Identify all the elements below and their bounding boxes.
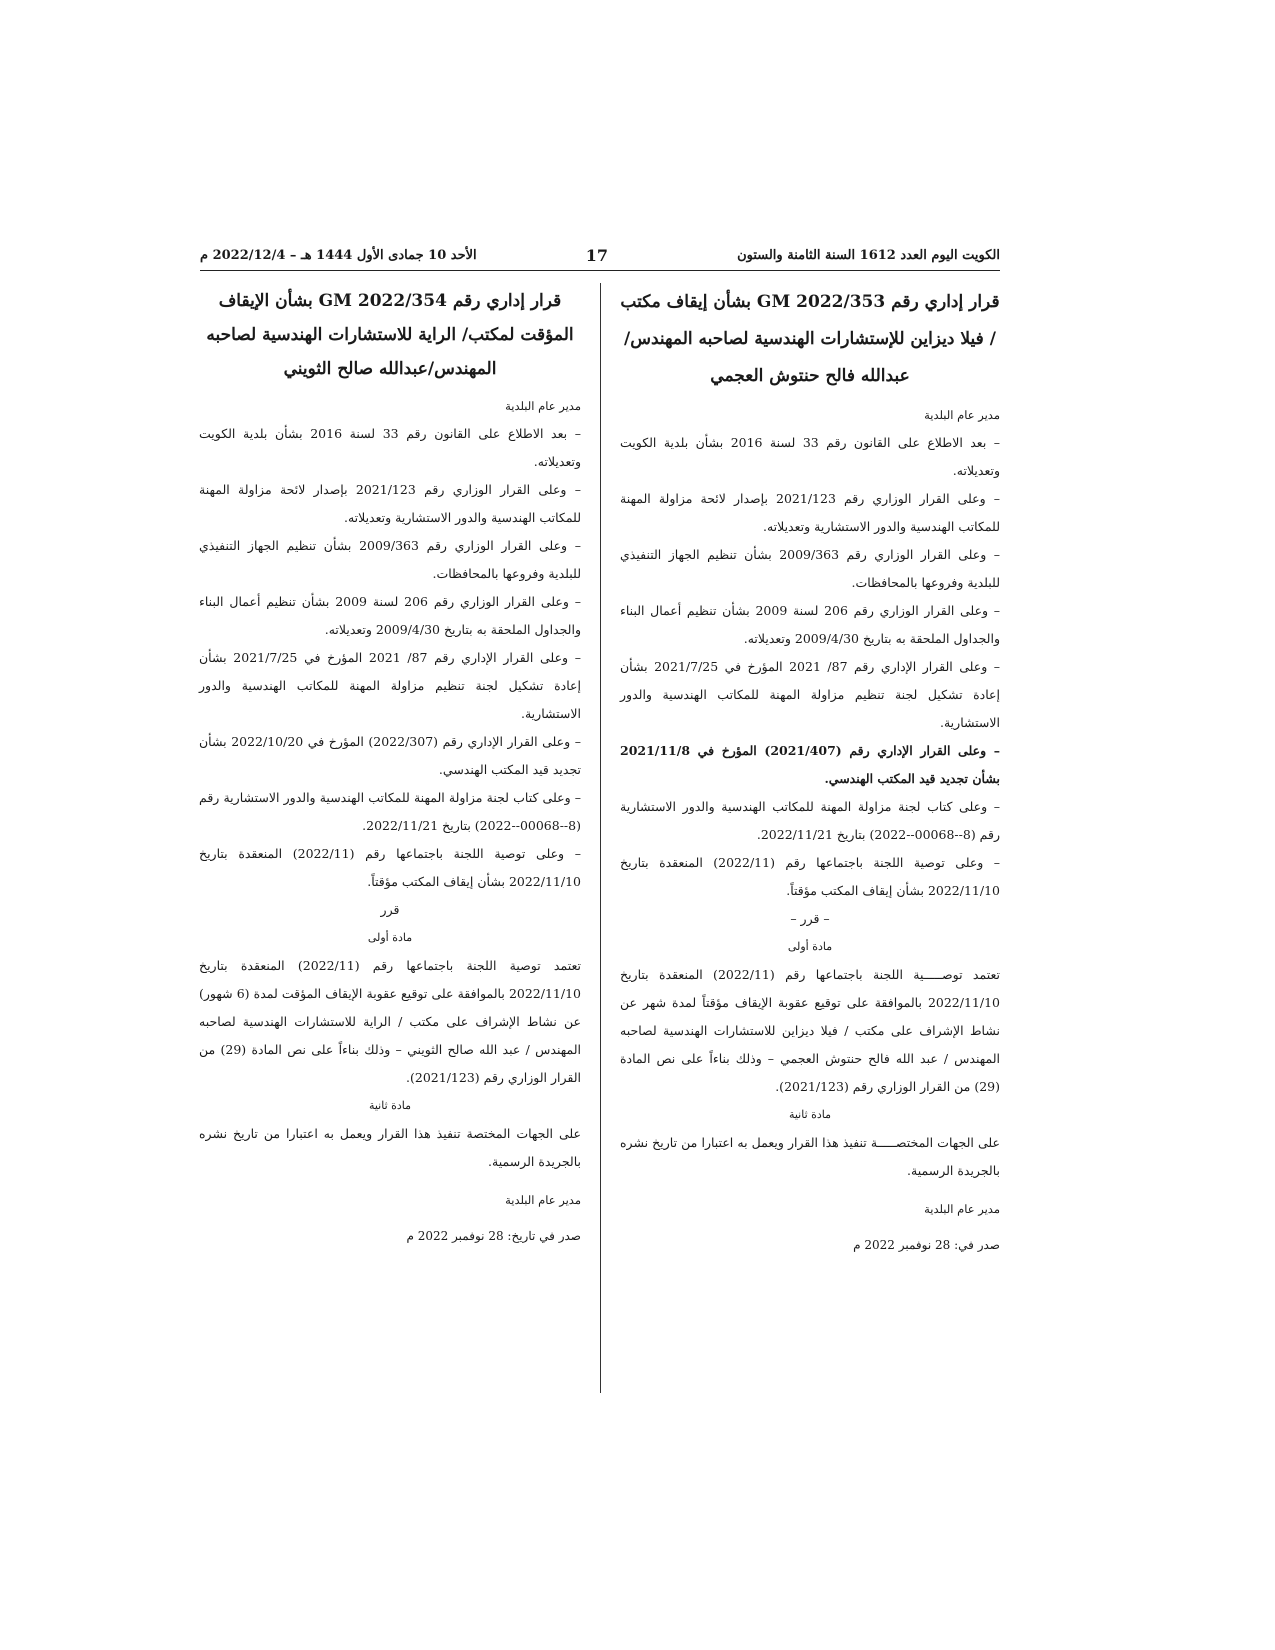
preamble-item: – وعلى القرار الإداري رقم 87/ 2021 المؤرخ في 2021/7/25 بشأن إعادة تشكيل لجنة تنظيم مزاولة المهنة للمكاتب الهندسية والدور الاستشارية. [199, 650, 581, 721]
article-1-text: تعتمد توصـــــية اللجنة باجتماعها رقم (2022/11) المنعقدة بتاريخ 2022/11/10 بالموافقة على توقيع عقوبة الإيقاف مؤقتاً لمدة شهر عن نشاط الإشراف على مكتب / فيلا ديزاين للاستشارات الهندسية لصاحبه المهندس / عبد الله فالح حنتوش العجمي – وذلك بناءاً على نص المادة (29) من القرار الوزاري رقم (2021/123). [620, 967, 1001, 1094]
decided-heading: قرر [380, 902, 400, 917]
decision-353-issuer: مدير عام البلدية [924, 408, 1000, 422]
column-divider [600, 283, 601, 1393]
header-divider [200, 270, 1000, 271]
preamble-item: – وعلى القرار الوزاري رقم 206 لسنة 2009 بشأن تنظيم أعمال البناء والجداول الملحقة به بتاريخ 2009/4/30 وتعديلاته. [620, 603, 1000, 646]
article-2-text: على الجهات المختصة تنفيذ هذا القرار ويعمل به اعتبارا من تاريخ نشره بالجريدة الرسمية. [199, 1126, 581, 1169]
preamble-item: – وعلى القرار الإداري رقم (2021/407) المؤرخ في 2021/11/8 بشأن تجديد قيد المكتب الهندسي. [620, 743, 1001, 786]
preamble-item: – وعلى كتاب لجنة مزاولة المهنة للمكاتب الهندسية والدور الاستشارية رقم (8--00068--2022) بتاريخ 2022/11/21. [620, 799, 1000, 842]
preamble-item: – وعلى القرار الوزاري رقم 2021/123 بإصدار لائحة مزاولة المهنة للمكاتب الهندسية والدور الاستشارية وتعديلاته. [199, 482, 581, 525]
article-2-heading: مادة ثانية [368, 1099, 412, 1112]
preamble-item: – وعلى القرار الوزاري رقم 2021/123 بإصدار لائحة مزاولة المهنة للمكاتب الهندسية والدور الاستشارية وتعديلاته. [620, 491, 1000, 534]
preamble-item: – وعلى توصية اللجنة باجتماعها رقم (2022/11) المنعقدة بتاريخ 2022/11/10 بشأن إيقاف المكتب مؤقتاً. [199, 846, 582, 889]
preamble-item: – بعد الاطلاع على القانون رقم 33 لسنة 2016 بشأن بلدية الكويت وتعديلاته. [620, 435, 1000, 478]
preamble-item: – وعلى القرار الإداري رقم (2022/307) المؤرخ في 2022/10/20 بشأن تجديد قيد المكتب الهندسي. [199, 734, 581, 777]
article-1-heading: مادة أولى [787, 940, 833, 953]
decision-353 [620, 284, 1000, 1259]
article-1-heading: مادة أولى [367, 931, 413, 944]
article-2-text: على الجهات المختصـــــة تنفيذ هذا القرار ويعمل به اعتبارا من تاريخ نشره بالجريدة الرسمية. [620, 1135, 1000, 1178]
decision-353-title: قرار إداري رقم GM 2022/353 بشأن إيقاف مكتب / فيلا ديزاين للإستشارات الهندسية لصاحبه المهندس/عبدالله فالح حنتوش العجمي [620, 292, 1000, 386]
page-header [200, 244, 1000, 270]
signature: مدير عام البلدية [505, 1193, 581, 1207]
preamble-item: – وعلى القرار الوزاري رقم 2009/363 بشأن تنظيم الجهاز التنفيذي للبلدية وفروعها بالمحافظات. [199, 538, 581, 581]
decision-354-issuer: مدير عام البلدية [505, 399, 581, 413]
preamble-item: – وعلى القرار الإداري رقم 87/ 2021 المؤرخ في 2021/7/25 بشأن إعادة تشكيل لجنة تنظيم مزاولة المهنة للمكاتب الهندسية والدور الاستشارية. [620, 659, 1001, 730]
article-2-heading: مادة ثانية [788, 1108, 832, 1121]
article-1-text: تعتمد توصية اللجنة باجتماعها رقم (2022/11) المنعقدة بتاريخ 2022/11/10 بالموافقة على توقيع عقوبة الإيقاف المؤقت لمدة (6 شهور) عن نشاط الإشراف على مكتب / الراية للاستشارات الهندسية لصاحبه المهندس / عبد الله صالح الثويني – وذلك بناءاً على نص المادة (29) من القرار الوزاري رقم (2021/123). [199, 958, 582, 1085]
publication-info: الكويت اليوم العدد 1612 السنة الثامنة والستون [737, 248, 1000, 263]
issue-date-line: صدر في تاريخ: 28 نوفمبر 2022 م [406, 1229, 581, 1243]
page-number: 17 [585, 246, 608, 265]
issue-date-line: صدر في: 28 نوفمبر 2022 م [853, 1238, 1000, 1252]
signature: مدير عام البلدية [924, 1202, 1000, 1216]
preamble-item: – وعلى كتاب لجنة مزاولة المهنة للمكاتب الهندسية والدور الاستشارية رقم (8--00068--2022) بتاريخ 2022/11/21. [199, 790, 581, 833]
decision-354 [199, 284, 581, 1250]
decision-354-title: قرار إداري رقم GM 2022/354 بشأن الإيقاف المؤقت لمكتب/ الراية للاستشارات الهندسية لصاحبه المهندس/عبدالله صالح الثويني [206, 291, 574, 379]
decided-heading: – قرر – [790, 911, 830, 926]
preamble-item: – وعلى توصية اللجنة باجتماعها رقم (2022/11) المنعقدة بتاريخ 2022/11/10 بشأن إيقاف المكتب مؤقتاً. [620, 855, 1001, 898]
preamble-item: – وعلى القرار الوزاري رقم 206 لسنة 2009 بشأن تنظيم أعمال البناء والجداول الملحقة به بتاريخ 2009/4/30 وتعديلاته. [199, 594, 581, 637]
issue-date: الأحد 10 جمادى الأول 1444 هـ – 2022/12/4 م [200, 248, 477, 263]
preamble-item: – وعلى القرار الوزاري رقم 2009/363 بشأن تنظيم الجهاز التنفيذي للبلدية وفروعها بالمحافظات. [620, 547, 1000, 590]
preamble-item: – بعد الاطلاع على القانون رقم 33 لسنة 2016 بشأن بلدية الكويت وتعديلاته. [199, 426, 581, 469]
